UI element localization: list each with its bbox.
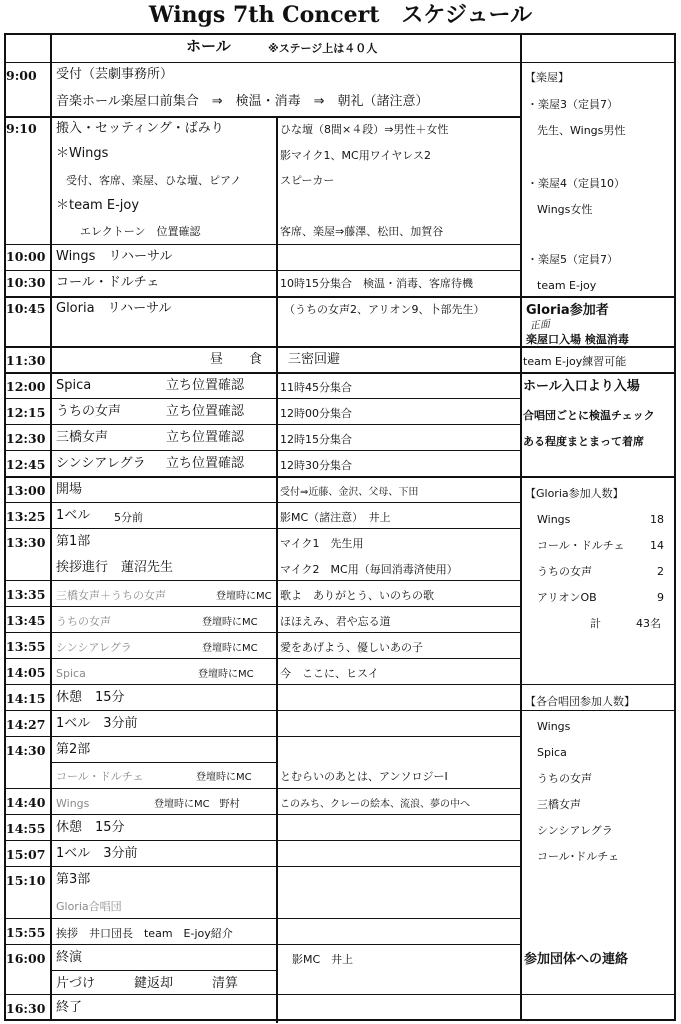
row-divider — [4, 424, 520, 425]
time-label: 10:00 — [6, 249, 46, 264]
time-label: 14:05 — [6, 665, 46, 680]
dressing-room-item: 先生、Wings男性 — [537, 124, 626, 137]
row-text: 終了 — [56, 1000, 83, 1015]
row-note: このみち、クレーの絵本、流浪、夢の中へ — [280, 799, 470, 810]
row-text: 1ベル 3分前 — [56, 716, 138, 731]
row-divider — [4, 710, 520, 711]
gloria-count-value: 18 — [650, 513, 664, 526]
row-divider — [4, 788, 520, 789]
row-divider — [4, 502, 520, 503]
row-note: 10時15分集合 検温・消毒、客席待機 — [280, 277, 473, 290]
row-note: 影マイク1、MC用ワイヤレス2 — [280, 149, 431, 162]
mc-note: 登壇時にMC — [202, 643, 258, 654]
row-divider — [4, 62, 520, 63]
mc-note: 登壇時にMC — [216, 591, 272, 602]
row-divider — [520, 296, 676, 298]
group-name: シンシアレグラ — [537, 824, 613, 837]
row-text: Wings リハーサル — [56, 249, 173, 264]
row-text: うちの女声 — [56, 615, 111, 628]
row-text: 立ち位置確認 — [166, 404, 245, 419]
row-text: ＊Wings — [56, 146, 109, 161]
row-note: 今 ここに、ヒスイ — [280, 667, 379, 680]
time-label: 16:00 — [6, 951, 46, 966]
row-note: 客席、楽屋⇒藤澤、松田、加賀谷 — [280, 225, 444, 238]
time-label: 14:30 — [6, 743, 46, 758]
time-label: 13:55 — [6, 639, 46, 654]
hall-entry-note: 合唱団ごとに検温チェック — [523, 409, 655, 422]
row-text: 昼 食 三密回避 — [210, 352, 341, 367]
row-divider — [4, 270, 520, 271]
dressing-room-item: ・楽屋3（定員7） — [527, 98, 618, 111]
hall-entry-note: ある程度まとまって着席 — [523, 435, 644, 448]
row-text: 受付（芸劇事務所） — [56, 67, 174, 82]
row-divider — [520, 994, 676, 995]
time-label: 14:27 — [6, 717, 46, 732]
dressing-room-item: Wings女性 — [537, 203, 593, 216]
time-label: 11:30 — [6, 353, 46, 368]
group-name: Wings — [537, 720, 571, 733]
row-divider — [520, 684, 676, 685]
gloria-count-value: 2 — [657, 565, 664, 578]
row-divider — [4, 346, 520, 348]
row-divider — [4, 684, 520, 685]
row-note: マイク1 先生用 — [280, 537, 364, 550]
handwritten-note: 正面 — [529, 318, 551, 333]
group-name: Spica — [537, 746, 567, 759]
row-divider — [520, 62, 676, 63]
row-divider — [520, 710, 676, 711]
row-text: 1ベル 3分前 — [56, 846, 138, 861]
row-text: 第2部 — [56, 742, 91, 757]
row-text: 受付、客席、楽屋、ひな壇、ピアノ — [66, 174, 242, 187]
row-text: 第1部 — [56, 534, 91, 549]
row-divider — [520, 476, 676, 478]
row-text: 搬入・セッティング・ばみり — [56, 121, 224, 136]
time-label: 13:35 — [6, 587, 46, 602]
time-label: 15:55 — [6, 925, 46, 940]
row-text: ＊team E-joy — [56, 198, 140, 213]
row-text: 1ベル — [56, 508, 91, 523]
row-note: 11時45分集合 — [280, 381, 352, 394]
row-text: 立ち位置確認 — [166, 456, 245, 471]
row-note: ほほえみ、君や忘る道 — [280, 615, 391, 628]
page-title: Wings 7th Concert スケジュール — [148, 2, 533, 28]
row-note: 12時30分集合 — [280, 459, 352, 472]
group-name: 三橋女声 — [537, 798, 581, 811]
mc-note: 登壇時にMC — [202, 617, 258, 628]
row-text: コール・ドルチェ — [56, 770, 144, 783]
dressing-room-item: team E-joy — [537, 279, 597, 292]
dressing-room-title: 【楽屋】 — [525, 71, 569, 84]
time-label: 16:30 — [6, 1001, 46, 1016]
time-label: 13:30 — [6, 535, 46, 550]
stage-capacity-note: ※ステージ上は４０人 — [268, 42, 378, 55]
time-label: 15:07 — [6, 847, 46, 862]
row-text: エレクトーン 位置確認 — [80, 225, 201, 238]
group-name: うちの女声 — [537, 772, 592, 785]
row-text: シンシアレグラ — [56, 456, 146, 471]
row-text: 音楽ホール楽屋口前集合 ⇒ 検温・消毒 ⇒ 朝礼（諸注意） — [56, 94, 429, 109]
note-column-divider — [276, 117, 278, 1023]
mc-note: 登壇時にMC — [198, 669, 254, 680]
time-column-divider — [50, 33, 52, 1021]
row-text: 三橋女声＋うちの女声 — [56, 589, 166, 602]
time-label: 14:15 — [6, 691, 46, 706]
row-divider — [50, 970, 276, 971]
row-divider — [4, 580, 520, 581]
row-divider — [4, 866, 520, 867]
row-text: 開場 — [56, 482, 83, 497]
row-note: とむらいのあとは、アンソロジーⅠ — [280, 770, 448, 783]
contact-note: 参加団体への連絡 — [524, 952, 629, 967]
row-divider — [4, 244, 520, 245]
row-text: Spica — [56, 667, 86, 680]
row-text: 第3部 — [56, 872, 91, 887]
row-divider — [4, 398, 520, 399]
lunch-note: team E-joy練習可能 — [523, 355, 627, 368]
gloria-count-value: 14 — [650, 539, 664, 552]
row-text: Spica — [56, 378, 92, 393]
time-label: 13:00 — [6, 483, 46, 498]
side-column-divider — [520, 33, 522, 1021]
gloria-total-label: 計 — [590, 617, 601, 630]
row-text: 5分前 — [114, 511, 143, 524]
row-divider — [520, 372, 676, 374]
row-text: 挨拶 井口団長 team E-joy紹介 — [56, 927, 233, 940]
time-label: 12:30 — [6, 431, 46, 446]
time-label: 10:45 — [6, 301, 46, 316]
row-note: （うちの女声2、アリオン9、卜部先生） — [284, 303, 485, 316]
group-name: コール･ドルチェ — [537, 850, 619, 863]
gloria-count-name: アリオンOB — [537, 591, 597, 604]
hall-entry-note: ホール入口より入場 — [523, 379, 640, 394]
time-label: 9:00 — [6, 68, 37, 83]
hall-header: ホール — [186, 37, 231, 55]
row-note: マイク2 MC用（毎回消毒済使用） — [280, 563, 458, 576]
row-divider — [4, 840, 520, 841]
row-note: 受付⇒近藤、金沢、父母、下田 — [280, 487, 419, 498]
row-divider — [4, 658, 520, 659]
row-divider — [4, 606, 520, 607]
row-text: 終演 — [56, 950, 83, 965]
gloria-participants-label: Gloria参加者 — [526, 303, 609, 318]
gloria-count-title: 【Gloria参加人数】 — [525, 487, 624, 500]
row-divider — [4, 450, 520, 451]
row-note: 12時00分集合 — [280, 407, 352, 420]
row-text: コール・ドルチェ — [56, 275, 160, 290]
row-note: スピーカー — [280, 174, 335, 187]
time-label: 13:25 — [6, 509, 46, 524]
row-divider — [4, 476, 520, 478]
time-label: 14:55 — [6, 821, 46, 836]
time-label: 10:30 — [6, 275, 46, 290]
gloria-count-name: うちの女声 — [537, 565, 592, 578]
time-label: 9:10 — [6, 121, 37, 136]
row-text: 片づけ 鍵返却 清算 — [56, 976, 239, 991]
row-divider — [4, 944, 520, 945]
row-text: 立ち位置確認 — [166, 430, 245, 445]
row-text: Gloria リハーサル — [56, 301, 172, 316]
row-note: 愛をあげよう、優しいあの子 — [280, 641, 423, 654]
row-note: 12時15分集合 — [280, 433, 352, 446]
row-divider — [4, 372, 520, 374]
time-label: 15:10 — [6, 873, 46, 888]
row-divider — [4, 632, 520, 633]
gloria-count-name: Wings — [537, 513, 571, 526]
row-text: 休憩 15分 — [56, 690, 125, 705]
groups-title: 【各合唱団参加人数】 — [525, 695, 635, 708]
row-text: 三橋女声 — [56, 430, 109, 445]
row-text: うちの女声 — [56, 404, 122, 419]
row-divider — [4, 814, 520, 815]
time-label: 12:15 — [6, 405, 46, 420]
mc-note: 登壇時にMC 野村 — [154, 799, 240, 810]
row-text: Wings — [56, 797, 90, 810]
row-note: ひな壇（8間×４段）⇒男性＋女性 — [280, 123, 449, 136]
mc-note: 登壇時にMC — [196, 772, 252, 783]
gloria-count-value: 9 — [657, 591, 664, 604]
dressing-room-item: ・楽屋4（定員10） — [527, 177, 625, 190]
row-note: 歌よ ありがとう、いのちの歌 — [280, 589, 434, 602]
row-text: 休憩 15分 — [56, 820, 125, 835]
row-text: 挨拶進行 蓮沼先生 — [56, 560, 174, 575]
row-divider — [4, 736, 520, 737]
gloria-count-name: コール・ドルチェ — [537, 539, 625, 552]
row-divider — [4, 116, 520, 118]
row-divider — [50, 762, 276, 763]
time-label: 12:00 — [6, 379, 46, 394]
row-text: Gloria合唱団 — [56, 900, 122, 913]
row-note: 影MC 井上 — [292, 953, 354, 966]
time-label: 13:45 — [6, 613, 46, 628]
time-label: 12:45 — [6, 457, 46, 472]
row-divider — [4, 528, 520, 529]
row-divider — [4, 918, 520, 919]
row-divider — [4, 296, 520, 298]
row-text: シンシアレグラ — [56, 641, 132, 654]
row-text: 立ち位置確認 — [166, 378, 245, 393]
row-note: 影MC（諸注意） 井上 — [280, 511, 391, 524]
gloria-total-value: 43名 — [636, 617, 661, 630]
dressing-room-item: ・楽屋5（定員7） — [527, 253, 618, 266]
row-divider — [4, 994, 520, 995]
gloria-entry-note: 楽屋口入場 検温消毒 — [526, 333, 629, 346]
time-label: 14:40 — [6, 795, 46, 810]
